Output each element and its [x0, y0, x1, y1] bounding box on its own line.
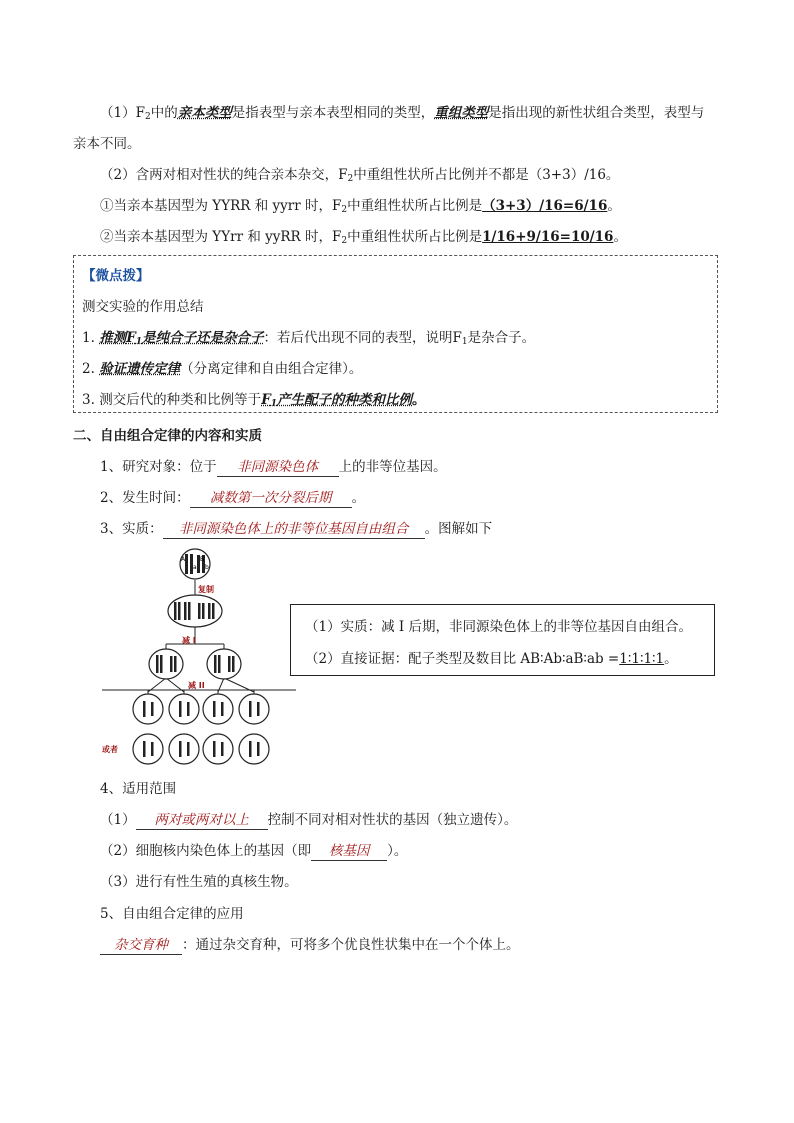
para-3: ①当亲本基因型为 YYRR 和 yyrr 时，$F_2$中重组性状所占比例是（3+3）/16=6/16。 — [100, 198, 621, 215]
essence-line-2: （2）直接证据：配子类型及数目比 AB∶Ab∶aB∶ab =1∶1∶1∶1。 — [305, 651, 678, 667]
tip-subtitle: 测交实验的作用总结 — [82, 299, 204, 315]
item-4-line-1: （1） 两对或两对以上 控制不同对相对性状的基因（独立遗传）。 — [100, 812, 518, 828]
essence-box — [290, 604, 715, 676]
label-meiosis-2: 减 II — [188, 681, 205, 690]
tip-item-3: 3. 测交后代的种类和比例等于$F_1$产生配子的种类和比例。 — [82, 392, 426, 409]
tip-title: 【微点拨】 — [82, 268, 150, 284]
tip-item-1: 1. 推测$F_1$是纯合子还是杂合子：若后代出现不同的表型，说明$F_1$是杂合子。 — [82, 330, 536, 347]
item-4-line-2: （2）细胞核内染色体上的基因（即 核基因 ）。 — [100, 843, 408, 859]
blank-two-or-more: 两对或两对以上 — [136, 811, 268, 830]
tip-item-2: 2. 验证遗传定律（分离定律和自由组合定律）。 — [82, 361, 363, 377]
blank-non-homologous: 非同源染色体 — [217, 458, 339, 477]
svg-text:a: a — [193, 564, 197, 571]
label-meiosis-1: 减 I — [182, 636, 196, 645]
meiosis-1-cell-left — [149, 649, 183, 679]
tip-box — [73, 255, 718, 413]
answer-10-16: 1/16+9/16=10/16 — [482, 229, 614, 245]
blank-cross-breeding: 杂交育种 — [100, 936, 182, 955]
essence-line-1: （1）实质：减 I 后期，非同源染色体上的非等位基因自由组合。 — [305, 619, 693, 635]
item-2: 2、发生时间： 减数第一次分裂后期 。 — [100, 490, 366, 506]
term-recombinant-type: 重组类型 — [434, 105, 489, 121]
item-1: 1、研究对象：位于 非同源染色体 上的非等位基因。 — [100, 459, 447, 475]
item-4-line-3: （3）进行有性生殖的真核生物。 — [100, 874, 298, 890]
blank-meiosis-stage: 减数第一次分裂后期 — [190, 489, 352, 508]
section-2-title: 二、自由组合定律的内容和实质 — [73, 428, 262, 444]
item-5-line-1: 杂交育种 ：通过杂交育种，可将多个优良性状集中在一个个体上。 — [100, 935, 520, 955]
replicated-cell — [168, 595, 222, 627]
label-replication: 复制 — [198, 585, 214, 594]
item-3: 3、实质： 非同源染色体上的非等位基因自由组合 。图解如下 — [100, 521, 493, 537]
para-1-line-1: $(1)F_2$中的亲本类型是指表型与亲本表型相同的类型，重组类型是指出现的新性状组合类型，表型与 — [100, 105, 705, 122]
parent-cell — [180, 549, 210, 579]
meiosis-1-cell-right — [207, 649, 241, 679]
item-5-title: 5、自由组合定律的应用 — [100, 906, 244, 922]
blank-nuclear-gene: 核基因 — [311, 842, 387, 861]
svg-text:A: A — [181, 556, 186, 563]
label-or: 或者 — [102, 745, 118, 754]
item-4-title: 4、适用范围 — [100, 781, 177, 797]
blank-essence: 非同源染色体上的非等位基因自由组合 — [163, 520, 425, 539]
svg-text:b: b — [205, 564, 209, 571]
para-2: （2）含两对相对性状的纯合亲本杂交，$F_2$中重组性状所占比例并不都是（3+3）/16。 — [100, 167, 620, 184]
meiosis-diagram — [100, 546, 300, 768]
svg-text:B: B — [200, 556, 205, 563]
para-4: ②当亲本基因型为 YYrr 和 yyRR 时，$F_2$中重组性状所占比例是1/16+9/16=10/16。 — [100, 229, 627, 246]
term-parental-type: 亲本类型 — [177, 105, 232, 121]
para-1-line-2: 亲本不同。 — [73, 136, 141, 152]
answer-6-16: （3+3）/16=6/16 — [482, 198, 608, 214]
